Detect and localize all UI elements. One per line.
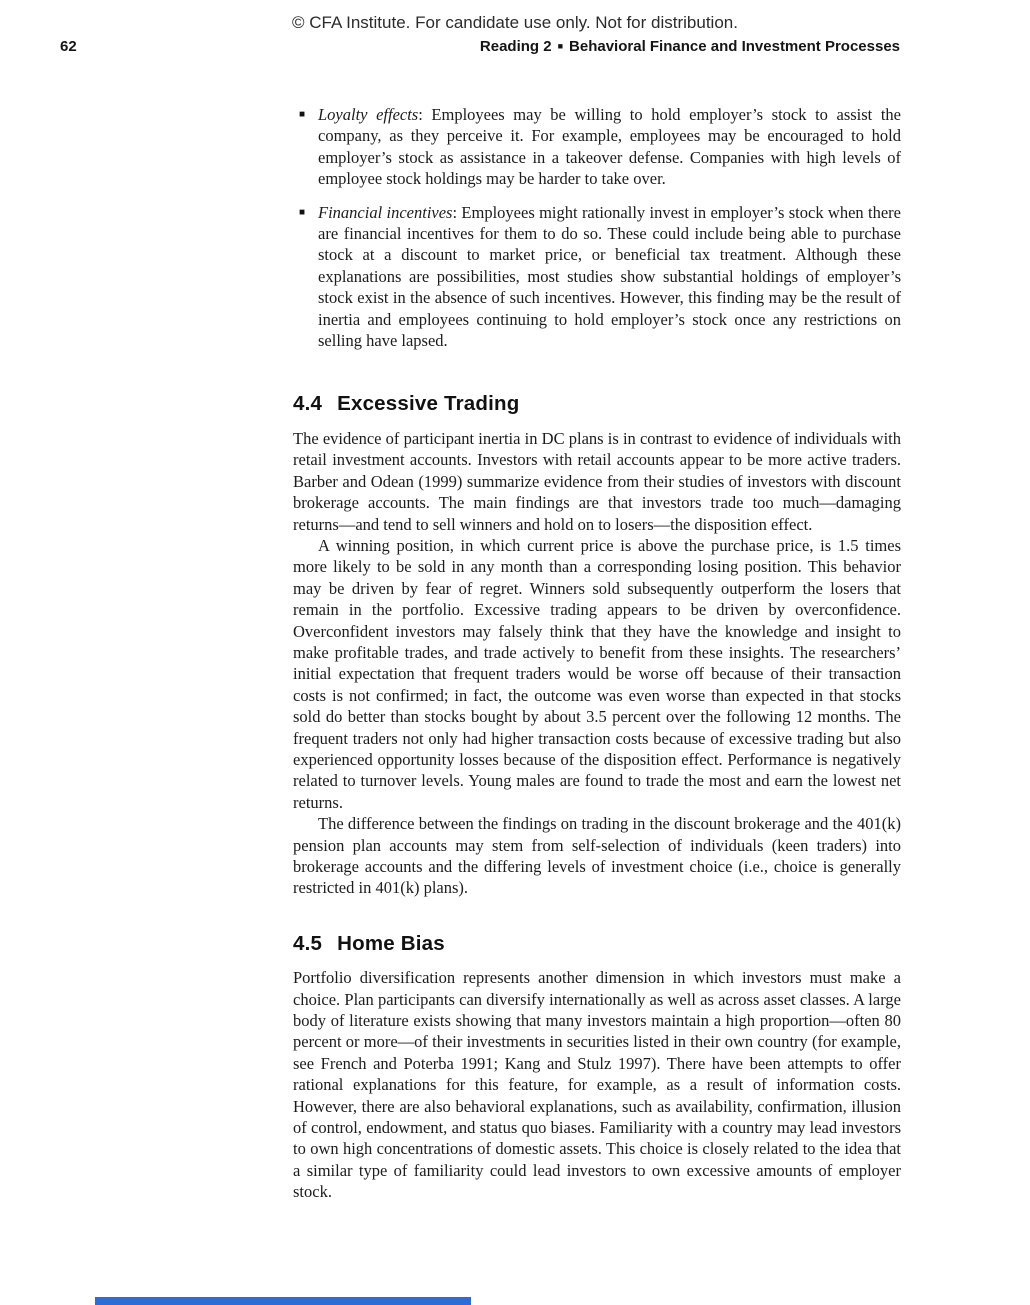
bullet-content xyxy=(318,104,901,190)
section-title: Home Bias xyxy=(337,931,445,955)
paragraph: Portfolio diversification represents another dimension in which investors must make a choice. Plan participants can diversify internationally as well as across asset classes. A large body of literature exists showing that many investors maintain a high proportion—often 80 percent or more—of their investments in securities listed in their own country (for example, see French and Poterba 1991; Kang and Stulz 1997). There have been attempts to offer rational explanations for this feature, for example, as a result of information costs. However, there are also behavioral explanations, such as availability, confirmation, illusion of control, endowment, and status quo biases. Familiarity with a country may lead investors to own high concentrations of domestic assets. This choice is closely related to the idea that a similar type of familiarity could lead investors to own excessive amounts of employer stock. xyxy=(293,968,901,1202)
bullet-square-icon: ■ xyxy=(299,109,306,120)
square-separator-icon: ■ xyxy=(557,41,564,51)
bullet-text: : Employees might rationally invest in employer’s stock when there are financial incentives for them to do so. These could include being able to purchase stock at a discount to market price, or beneficial tax treatment. Although these explanations are possibilities, most studies show substantial holdings of employer’s stock exist in the absence of such incentives. However, this finding may be the result of inertia and employees continuing to hold employer’s stock once any restrictions on selling have lapsed. xyxy=(318,202,901,351)
copyright-notice: © CFA Institute. For candidate use only. Not for distribution. xyxy=(292,13,738,32)
footer-accent-bar xyxy=(95,1297,471,1305)
bullet-list xyxy=(293,104,901,351)
list-item xyxy=(299,202,901,352)
reading-title: Behavioral Finance and Investment Processes xyxy=(569,38,900,55)
paragraph: A winning position, in which current price is above the purchase price, is 1.5 times more likely to be sold in any month than a corresponding losing position. This behavior may be driven by fear of regret. Winners sold subsequently outperform the losers that remain in the portfolio. Excessive trading appears to be driven by overconfidence. Overconfident investors may falsely think that they have the knowledge and insight to make profitable trades, and trade actively to benefit from these insights. The researchers’ initial expectation that frequent traders would be worse off because of their transaction costs is not confirmed; in fact, the outcome was even worse than expected in that stocks sold do better than stocks bought by about 3.5 percent over the following 12 months. The frequent traders not only had higher transaction costs because of excessive trading but also experienced opportunity losses because of the disposition effect. Performance is negatively related to turnover levels. Young males are found to trade the most and earn the lowest net returns. xyxy=(293,535,901,812)
bullet-term: Loyalty effects xyxy=(318,105,419,124)
running-header xyxy=(480,38,900,55)
list-item xyxy=(299,104,901,190)
section-heading-excessive-trading xyxy=(293,393,901,414)
section-number: 4.4 xyxy=(293,392,323,416)
section-heading-home-bias xyxy=(293,933,901,954)
page-content xyxy=(293,104,901,1203)
bullet-text: : Employees may be willing to hold employer’s stock to assist the company, as they perceive it. For example, employees may be encouraged to hold employer’s stock as assistance in a takeover defense. Companies with high levels of employee stock holdings may be harder to take over. xyxy=(318,105,901,189)
section-title: Excessive Trading xyxy=(337,392,520,416)
bullet-square-icon: ■ xyxy=(299,206,306,218)
section-number: 4.5 xyxy=(293,931,323,955)
page-header xyxy=(60,38,900,55)
paragraph: The evidence of participant inertia in DC plans is in contrast to evidence of individuals with retail investment accounts. Investors with retail accounts appear to be more active traders. Barber and Odean (1999) summarize evidence from their studies of investors with discount brokerage accounts. The main findings are that investors trade too much—damaging returns—and tend to sell winners and hold on to losers—the disposition effect. xyxy=(293,428,901,534)
bullet-content xyxy=(318,202,901,352)
reading-label: Reading 2 xyxy=(479,38,552,55)
page-number: 62 xyxy=(60,38,77,55)
bullet-term: Financial incentives xyxy=(318,202,453,222)
paragraph: The difference between the findings on trading in the discount brokerage and the 401(k) pension plan accounts may stem from self-selection of individuals (keen traders) into brokerage accounts and the differing levels of investment choice (i.e., choice is generally restricted in 401(k) plans). xyxy=(293,814,901,898)
